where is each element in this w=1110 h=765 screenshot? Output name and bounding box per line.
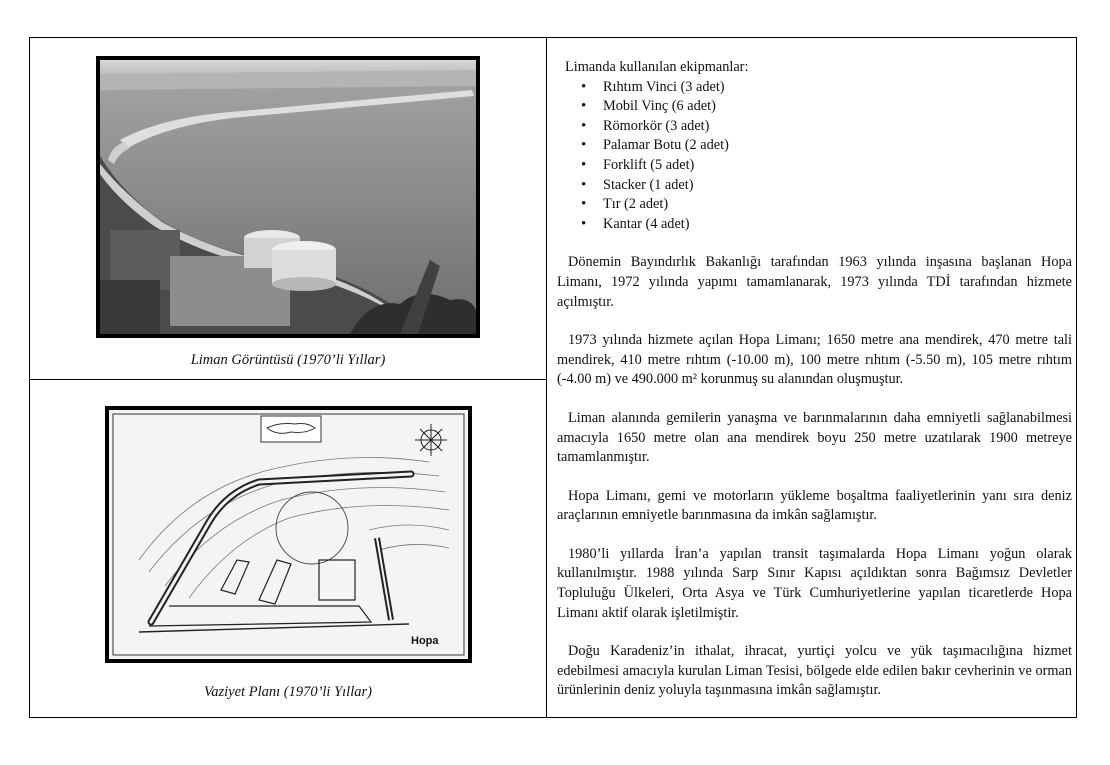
paragraph-history: Dönemin Bayındırlık Bakanlığı tarafından 1963 yılında inşasına başlanan Hopa Limanı, 1972 yılında yapımı tamamlanarak, 1973 yılında TDİ tarafından hizmete açılmıştır. bbox=[557, 254, 1072, 310]
text-column bbox=[557, 58, 1072, 701]
equipment-item: • Römorkör (3 adet) bbox=[579, 117, 1072, 137]
equipment-title: Limanda kullanılan ekipmanlar: bbox=[565, 59, 749, 75]
column-divider bbox=[546, 38, 547, 717]
paragraph-facilities: 1973 yılında hizmete açılan Hopa Limanı; 1650 metre ana mendirek, 470 metre tali mendirek, 410 metre rıhtım (-10.00 m), 100 metre rıhtım (-5.50 m), 105 metre rıhtım (-4.00 m) ve 490.000 m² korunmuş su alanından oluşmuştur. bbox=[557, 332, 1072, 388]
paragraph-purpose: Doğu Karadeniz’in ithalat, ihracat, yurtiçi yolcu ve yük taşımacılığına hizmet edebilmesi amacıyla kurulan Liman Tesisi, bölgede elde edilen bakır cevherinin ve orman ürünlerinin deniz yoluyla taşınmasına imkân sağlamıştır. bbox=[557, 643, 1072, 699]
equipment-item: • Mobil Vinç (6 adet) bbox=[579, 97, 1072, 117]
port-photo bbox=[96, 56, 480, 338]
equipment-item: • Rıhtım Vinci (3 adet) bbox=[579, 78, 1072, 98]
paragraph-breakwater: Liman alanında gemilerin yanaşma ve barınmalarının daha emniyetli sağlanabilmesi amacıyla 1650 metre olan ana mendirek boyu 250 metre uzatılarak 1900 metreye tamamlanmıştır. bbox=[557, 409, 1072, 466]
row-divider bbox=[30, 379, 547, 380]
paragraph-transit: 1980’li yıllarda İran’a yapılan transit taşımalarda Hopa Limanı yoğun olarak kullanılmıştır. 1988 yılında Sarp Sınır Kapısı açıldıktan sonra Bağımsız Devletler Topluluğu Ülkeleri, Orta Asya ve Türk Cumhuriyetlerine yapılan ticaretlerde Hopa Limanı aktif olarak işletilmiştir. bbox=[557, 545, 1072, 621]
equipment-item: • Tır (2 adet) bbox=[579, 195, 1072, 215]
equipment-item: • Kantar (4 adet) bbox=[579, 215, 1072, 235]
plan-caption: Vaziyet Planı (1970’li Yıllar) bbox=[204, 684, 372, 700]
equipment-list bbox=[557, 78, 1072, 235]
equipment-item: • Palamar Botu (2 adet) bbox=[579, 136, 1072, 156]
north-arrow-icon bbox=[415, 424, 447, 456]
paragraph-operations: Hopa Limanı, gemi ve motorların yükleme boşaltma faaliyetlerinin yanı sıra deniz araçlarının emniyetle barınmasına da imkân sağlamıştır. bbox=[557, 487, 1072, 524]
document-table bbox=[29, 37, 1077, 718]
equipment-item: • Forklift (5 adet) bbox=[579, 156, 1072, 176]
plan-label: Hopa bbox=[411, 635, 439, 647]
equipment-item: • Stacker (1 adet) bbox=[579, 176, 1072, 196]
photo-caption: Liman Görüntüsü (1970’li Yıllar) bbox=[190, 352, 386, 368]
site-plan-drawing bbox=[105, 406, 472, 663]
